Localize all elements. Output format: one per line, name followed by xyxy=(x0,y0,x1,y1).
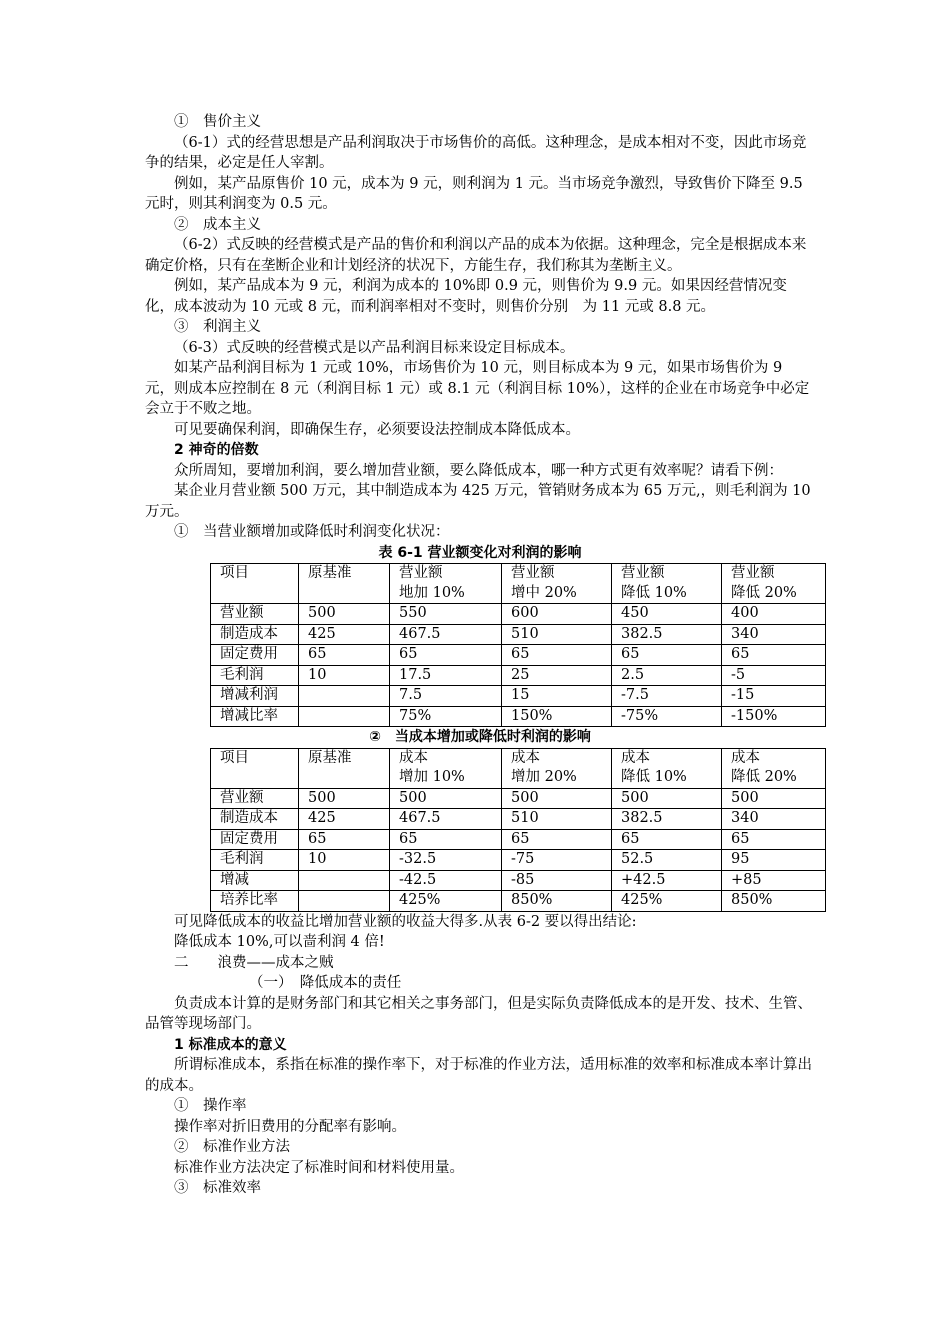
table-cell: -42.5 xyxy=(390,870,502,891)
table-cell: 65 xyxy=(502,829,612,850)
paragraph: ③ 利润主义 xyxy=(174,319,261,335)
table-cell: 65 xyxy=(299,645,390,666)
table-row xyxy=(211,686,826,707)
table-cell: 15 xyxy=(502,686,612,707)
table-cell xyxy=(299,891,390,912)
table-cell: 500 xyxy=(299,788,390,809)
table-cell xyxy=(299,686,390,707)
paragraph: ③ 标准效率 xyxy=(174,1180,261,1196)
table-1-revenue-change xyxy=(210,563,826,727)
table-cell: 65 xyxy=(612,645,722,666)
table-cell: 营业额 xyxy=(211,604,299,625)
table-cell: 425 xyxy=(299,624,390,645)
table-cell: 75% xyxy=(390,706,502,727)
table-cell: 500 xyxy=(299,604,390,625)
table-cell: 毛利润 xyxy=(211,665,299,686)
table-cell: 550 xyxy=(390,604,502,625)
table-header-cell: 营业额 增中 20% xyxy=(502,564,612,604)
table-row xyxy=(211,645,826,666)
table-cell: 500 xyxy=(390,788,502,809)
table-cell: 10 xyxy=(299,850,390,871)
table-cell: 培养比率 xyxy=(211,891,299,912)
paragraph: 2 神奇的倍数 xyxy=(174,442,259,458)
table-cell: 52.5 xyxy=(612,850,722,871)
document-body xyxy=(145,112,815,1199)
table-cell xyxy=(299,706,390,727)
table-cell: 500 xyxy=(502,788,612,809)
paragraph: ① 当营业额增加或降低时利润变化状况： xyxy=(174,524,450,540)
table-cell: 2.5 xyxy=(612,665,722,686)
table-row xyxy=(211,624,826,645)
paragraph: ② 成本主义 xyxy=(174,216,261,233)
paragraph: 1 标准成本的意义 xyxy=(174,1036,287,1053)
table-2-cost-change xyxy=(210,748,826,912)
table-cell: 510 xyxy=(502,624,612,645)
table-row xyxy=(211,870,826,891)
table-cell: 510 xyxy=(502,809,612,830)
table-cell: 500 xyxy=(612,788,722,809)
table-cell: 467.5 xyxy=(390,624,502,645)
table-cell: 65 xyxy=(390,645,502,666)
table-row xyxy=(211,665,826,686)
table-2-caption: ② 当成本增加或降低时利润的影响 xyxy=(369,729,591,745)
section-waste-cost xyxy=(145,912,815,1199)
table-header-cell: 成本 增加 10% xyxy=(390,748,502,788)
paragraph: （6-2）式反映的经营模式是产品的售价和利润以产品的成本为依据。这种理念，完全是根据成本来确定价格，只有在垄断企业和计划经济的状况下，方能生存，我们称其为垄断主义。 xyxy=(145,237,807,274)
table-cell: 毛利润 xyxy=(211,850,299,871)
paragraph: 所谓标准成本，系指在标准的操作率下，对于标准的作业方法，适用标准的效率和标准成本率计算出的成本。 xyxy=(145,1057,812,1094)
table-cell: +42.5 xyxy=(612,870,722,891)
table-cell: 固定费用 xyxy=(211,829,299,850)
paragraph: （6-3）式反映的经营模式是以产品利润目标来设定目标成本。 xyxy=(174,339,575,356)
table-cell: -150% xyxy=(722,706,826,727)
table-cell: 95 xyxy=(722,850,826,871)
table-cell: -5 xyxy=(722,665,826,686)
table-cell: 固定费用 xyxy=(211,645,299,666)
table-cell: 65 xyxy=(502,645,612,666)
table-cell: -7.5 xyxy=(612,686,722,707)
table-header-cell: 项目 xyxy=(211,564,299,604)
paragraph: ① 售价主义 xyxy=(174,114,261,130)
paragraph: （6-1）式的经营思想是产品利润取决于市场售价的高低。这种理念，是成本相对不变，因此市场竞争的结果，必定是任人宰割。 xyxy=(145,134,807,171)
table-header-cell: 营业额 地加 10% xyxy=(390,564,502,604)
table-header-cell: 原基准 xyxy=(299,748,390,788)
table-cell: 制造成本 xyxy=(211,809,299,830)
table-header-cell: 成本 降低 10% xyxy=(612,748,722,788)
table-row xyxy=(211,706,826,727)
paragraph: 某企业月营业额 500 万元，其中制造成本为 425 万元，管销财务成本为 65 万元,，则毛利润为 10 万元。 xyxy=(145,483,811,520)
table-1-caption: 表 6-1 营业额变化对利润的影响 xyxy=(378,544,582,561)
table-cell: +85 xyxy=(722,870,826,891)
table-row xyxy=(211,891,826,912)
table-cell: 425 xyxy=(299,809,390,830)
table-cell: 400 xyxy=(722,604,826,625)
table-cell: -85 xyxy=(502,870,612,891)
section-pricing-models xyxy=(145,112,815,543)
table-header-cell: 原基准 xyxy=(299,564,390,604)
table-cell: 450 xyxy=(612,604,722,625)
paragraph: ① 操作率 xyxy=(174,1098,247,1114)
table-row xyxy=(211,604,826,625)
table-cell: 65 xyxy=(612,829,722,850)
table-cell: 600 xyxy=(502,604,612,625)
paragraph: 例如，某产品原售价 10 元，成本为 9 元，则利润为 1 元。当市场竞争激烈，导致售价下降至 9.5 元时，则其利润变为 0.5 元。 xyxy=(145,175,803,212)
table-cell: 382.5 xyxy=(612,809,722,830)
table-cell: 10 xyxy=(299,665,390,686)
table-cell: 增减利润 xyxy=(211,686,299,707)
paragraph: 标准作业方法决定了标准时间和材料使用量。 xyxy=(174,1159,464,1176)
table-row xyxy=(211,829,826,850)
paragraph: ② 标准作业方法 xyxy=(174,1139,290,1155)
paragraph: 例如，某产品成本为 9 元，利润为成本的 10%即 0.9 元，则售价为 9.9 元。如果因经营情况变化，成本波动为 10 元或 8 元，而利润率相对不变时，则售价分别 为 11 元或 8.8 元。 xyxy=(145,278,787,315)
table-header-cell: 成本 降低 20% xyxy=(722,748,826,788)
table-cell: -32.5 xyxy=(390,850,502,871)
paragraph: 可见要确保利润，即确保生存，必须要设法控制成本降低成本。 xyxy=(174,421,580,438)
table-row xyxy=(211,788,826,809)
table-header-row xyxy=(211,748,826,788)
table-cell: 340 xyxy=(722,624,826,645)
paragraph: 降低成本 10%,可以啬利润 4 倍! xyxy=(174,934,385,950)
table-row xyxy=(211,850,826,871)
table-row xyxy=(211,809,826,830)
paragraph: 众所周知，要增加利润，要么增加营业额，要么降低成本，哪一种方式更有效率呢？请看下例： xyxy=(174,462,783,479)
table-header-cell: 成本 增加 20% xyxy=(502,748,612,788)
paragraph: 二 浪费——成本之贼 xyxy=(174,954,334,971)
table-cell: 425% xyxy=(612,891,722,912)
table-cell: 65 xyxy=(722,645,826,666)
table-cell: 425% xyxy=(390,891,502,912)
table-cell: 500 xyxy=(722,788,826,809)
table-cell: 65 xyxy=(299,829,390,850)
table-cell: 增减 xyxy=(211,870,299,891)
paragraph: （一） 降低成本的责任 xyxy=(249,975,402,991)
paragraph: 如某产品利润目标为 1 元或 10%，市场售价为 10 元，则目标成本为 9 元，如果市场售价为 9 元，则成本应控制在 8 元（利润目标 1 元）或 8.1 元（利润目标 10%），这样的企业在市场竞争中必定会立于不败之地。 xyxy=(145,360,810,417)
paragraph: 负责成本计算的是财务部门和其它相关之事务部门，但是实际负责降低成本的是开发、技术、生管、品管等现场部门。 xyxy=(145,995,812,1032)
table-cell: 65 xyxy=(722,829,826,850)
paragraph: 操作率对折旧费用的分配率有影响。 xyxy=(174,1118,406,1135)
table-header-cell: 项目 xyxy=(211,748,299,788)
table-cell: 150% xyxy=(502,706,612,727)
table-cell: 17.5 xyxy=(390,665,502,686)
table-cell: 7.5 xyxy=(390,686,502,707)
table-cell xyxy=(299,870,390,891)
table-cell: 850% xyxy=(722,891,826,912)
table-cell: -75% xyxy=(612,706,722,727)
table-cell: -15 xyxy=(722,686,826,707)
paragraph: 可见降低成本的收益比增加营业额的收益大得多.从表 6-2 要以得出结论: xyxy=(174,913,637,930)
table-cell: 增减比率 xyxy=(211,706,299,727)
table-header-cell: 营业额 降低 20% xyxy=(722,564,826,604)
table-cell: 25 xyxy=(502,665,612,686)
table-header-row xyxy=(211,564,826,604)
table-cell: 467.5 xyxy=(390,809,502,830)
table-cell: -75 xyxy=(502,850,612,871)
table-cell: 65 xyxy=(390,829,502,850)
table-header-cell: 营业额 降低 10% xyxy=(612,564,722,604)
table-cell: 营业额 xyxy=(211,788,299,809)
table-cell: 340 xyxy=(722,809,826,830)
table-cell: 850% xyxy=(502,891,612,912)
table-cell: 制造成本 xyxy=(211,624,299,645)
table-cell: 382.5 xyxy=(612,624,722,645)
